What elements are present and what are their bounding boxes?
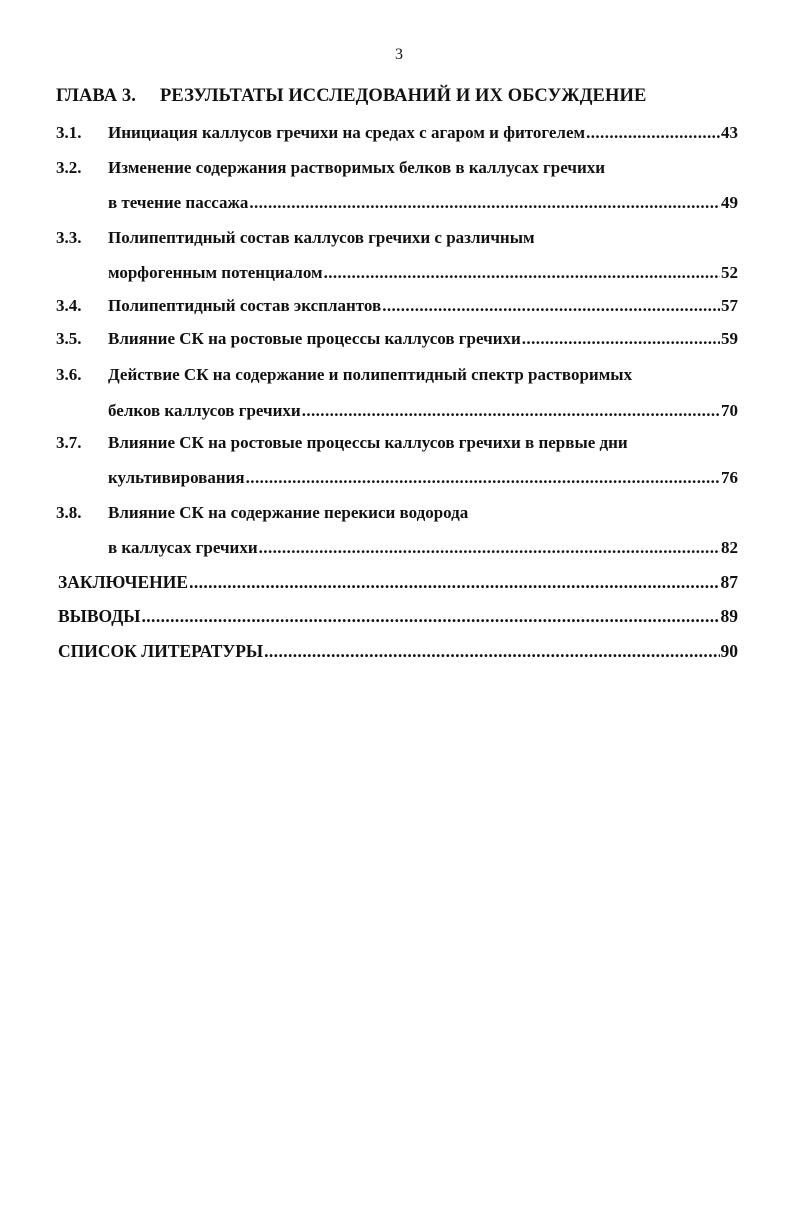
section-page: 70 xyxy=(721,401,738,420)
toc-entry-3-3[interactable] xyxy=(56,227,738,284)
section-page: 59 xyxy=(721,329,738,348)
toc-entry-conclusion[interactable] xyxy=(58,571,738,593)
toc-entry-3-2[interactable] xyxy=(56,157,738,214)
chapter-number: ГЛАВА 3. xyxy=(56,86,136,106)
section-title-continued: в каллусах гречихи xyxy=(108,538,258,557)
section-title: Влияние СК на ростовые процессы каллусов гречихи в первые дни xyxy=(108,433,628,452)
dot-leader xyxy=(189,571,719,593)
section-page: 76 xyxy=(721,468,738,487)
entry-page: 87 xyxy=(720,572,738,592)
section-title: Влияние СК на содержание перекиси водорода xyxy=(108,503,469,522)
section-page: 49 xyxy=(721,193,738,212)
section-number: 3.5. xyxy=(56,329,82,348)
section-title: Изменение содержания растворимых белков в каллусах гречихи xyxy=(108,158,606,177)
section-page: 57 xyxy=(721,296,738,315)
section-page: 43 xyxy=(721,123,738,142)
entry-title: СПИСОК ЛИТЕРАТУРЫ xyxy=(58,641,264,661)
entry-title: ВЫВОДЫ xyxy=(58,606,141,626)
toc-entry-3-4[interactable] xyxy=(56,295,738,317)
dot-leader xyxy=(246,467,720,489)
section-page: 82 xyxy=(721,538,738,557)
dot-leader xyxy=(259,537,720,559)
toc-entry-3-7[interactable] xyxy=(56,432,738,489)
dot-leader xyxy=(249,192,720,214)
section-title: Полипептидный состав каллусов гречихи с различным xyxy=(108,228,535,247)
toc-entry-3-6[interactable] xyxy=(56,364,738,422)
chapter-heading xyxy=(56,86,646,107)
section-number: 3.2. xyxy=(56,158,82,177)
section-title-continued: в течение пассажа xyxy=(108,193,249,212)
entry-title: ЗАКЛЮЧЕНИЕ xyxy=(58,572,189,592)
section-number: 3.1. xyxy=(56,123,82,142)
dot-leader xyxy=(382,295,720,317)
toc-entry-3-8[interactable] xyxy=(56,502,738,559)
dot-leader xyxy=(264,640,719,662)
section-title: Инициация каллусов гречихи на средах с агаром и фитогелем xyxy=(108,123,586,142)
dot-leader xyxy=(324,262,720,284)
dot-leader xyxy=(586,122,720,144)
section-number: 3.7. xyxy=(56,433,82,452)
section-number: 3.3. xyxy=(56,228,82,247)
chapter-title: РЕЗУЛЬТАТЫ ИССЛЕДОВАНИЙ И ИХ ОБСУЖДЕНИЕ xyxy=(160,86,647,106)
toc-entry-findings[interactable] xyxy=(58,605,738,627)
toc-entry-3-1[interactable] xyxy=(56,122,738,144)
toc-entry-bibliography[interactable] xyxy=(58,640,738,662)
section-number: 3.6. xyxy=(56,365,82,384)
section-title-continued: морфогенным потенциалом xyxy=(108,263,323,282)
section-title-continued: белков каллусов гречихи xyxy=(108,401,301,420)
section-number: 3.4. xyxy=(56,296,82,315)
dot-leader xyxy=(142,605,720,627)
section-title: Полипептидный состав эксплантов xyxy=(108,296,382,315)
entry-page: 89 xyxy=(720,606,738,626)
section-page: 52 xyxy=(721,263,738,282)
dot-leader xyxy=(302,400,720,422)
page-number: 3 xyxy=(395,46,403,63)
toc-entry-3-5[interactable] xyxy=(56,328,738,350)
section-title-continued: культивирования xyxy=(108,468,245,487)
section-title: Влияние СК на ростовые процессы каллусов гречихи xyxy=(108,329,521,348)
entry-page: 90 xyxy=(720,641,738,661)
dot-leader xyxy=(522,328,720,350)
section-title: Действие СК на содержание и полипептидный спектр растворимых xyxy=(108,365,633,384)
section-number: 3.8. xyxy=(56,503,82,522)
